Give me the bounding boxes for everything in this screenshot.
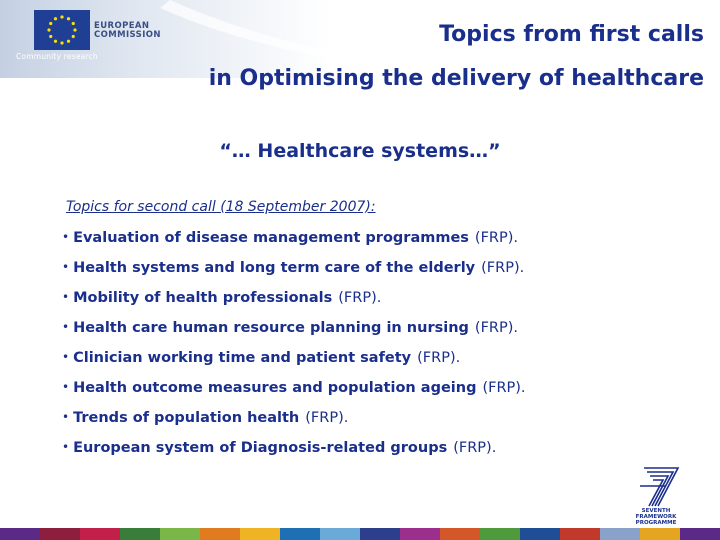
color-strip-segment <box>240 528 280 540</box>
topic-text: Mobility of health professionals <box>73 290 333 306</box>
eu-star-icon <box>72 22 75 25</box>
color-strip-segment <box>680 528 720 540</box>
topic-text: Health outcome measures and population ageing <box>73 380 477 396</box>
color-strip-segment <box>440 528 480 540</box>
eu-flag-icon <box>34 10 90 50</box>
eu-star-icon <box>60 15 63 18</box>
topic-item <box>62 377 526 407</box>
color-strip-segment <box>640 528 680 540</box>
color-strip-segment <box>520 528 560 540</box>
topic-text: Clinician working time and patient safety <box>73 350 412 366</box>
topic-text: Health systems and long term care of the elderly <box>73 260 476 276</box>
fp7-caption-line1: SEVENTH FRAMEWORK <box>635 508 677 520</box>
topic-tag: (FRP). <box>481 260 525 276</box>
fp7-caption-line2: PROGRAMME <box>635 520 677 526</box>
color-strip-segment <box>480 528 520 540</box>
second-call-subheading: Topics for second call (18 September 2007): <box>66 199 376 215</box>
bullet-icon: • <box>62 440 70 454</box>
bullet-icon: • <box>62 320 70 334</box>
topic-item <box>62 287 526 317</box>
eu-star-icon <box>49 22 52 25</box>
color-strip-segment <box>120 528 160 540</box>
topic-item <box>62 257 526 287</box>
organisation-name <box>94 22 161 40</box>
slide-title-line1: Topics from first calls <box>439 22 704 47</box>
color-strip-segment <box>600 528 640 540</box>
color-strip-segment <box>160 528 200 540</box>
color-strip-segment <box>280 528 320 540</box>
eu-star-icon <box>67 17 70 20</box>
eu-star-icon <box>72 35 75 38</box>
slide-title-line2: in Optimising the delivery of healthcare <box>208 66 704 91</box>
color-strip-segment <box>80 528 120 540</box>
quote-heading: “… Healthcare systems…” <box>219 140 501 162</box>
bullet-icon: • <box>62 350 70 364</box>
topic-item <box>62 437 526 467</box>
topic-tag: (FRP). <box>482 380 526 396</box>
fp7-caption <box>626 508 686 526</box>
topic-tag: (FRP). <box>474 230 519 246</box>
color-strip-segment <box>320 528 360 540</box>
topic-item <box>62 407 526 437</box>
eu-star-icon <box>67 40 70 43</box>
topic-text: Health care human resource planning in nursing <box>73 320 469 336</box>
bullet-icon: • <box>62 290 70 304</box>
topic-tag: (FRP). <box>474 320 518 336</box>
color-strip-segment <box>400 528 440 540</box>
topic-tag: (FRP). <box>417 350 461 366</box>
topic-item <box>62 227 526 257</box>
organisation-subtitle: Community research <box>16 52 98 61</box>
organisation-line1: EUROPEAN <box>94 21 150 31</box>
european-commission-logo <box>16 10 170 62</box>
color-strip-segment <box>560 528 600 540</box>
eu-star-icon <box>73 28 76 31</box>
eu-star-icon <box>54 40 57 43</box>
topic-item <box>62 347 526 377</box>
topic-tag: (FRP). <box>453 440 497 456</box>
bullet-icon: • <box>62 260 70 274</box>
color-strip-segment <box>360 528 400 540</box>
organisation-line2: COMMISSION <box>94 30 161 40</box>
topic-text: European system of Diagnosis-related groups <box>73 440 448 456</box>
color-strip-segment <box>200 528 240 540</box>
eu-star-icon <box>49 35 52 38</box>
eu-star-icon <box>47 28 50 31</box>
eu-star-icon <box>54 17 57 20</box>
topic-list <box>62 227 526 467</box>
bullet-icon: • <box>62 230 70 244</box>
fp7-seven-icon <box>626 462 686 508</box>
topic-tag: (FRP). <box>305 410 349 426</box>
fp7-logo <box>626 462 686 524</box>
topic-text: Trends of population health <box>73 410 300 426</box>
decorative-color-strip <box>0 528 720 540</box>
bullet-icon: • <box>62 380 70 394</box>
color-strip-segment <box>0 528 40 540</box>
topic-text: Evaluation of disease management programmes <box>73 230 469 246</box>
topic-tag: (FRP). <box>338 290 382 306</box>
topic-item <box>62 317 526 347</box>
bullet-icon: • <box>62 410 70 424</box>
color-strip-segment <box>40 528 80 540</box>
eu-star-icon <box>60 41 63 44</box>
